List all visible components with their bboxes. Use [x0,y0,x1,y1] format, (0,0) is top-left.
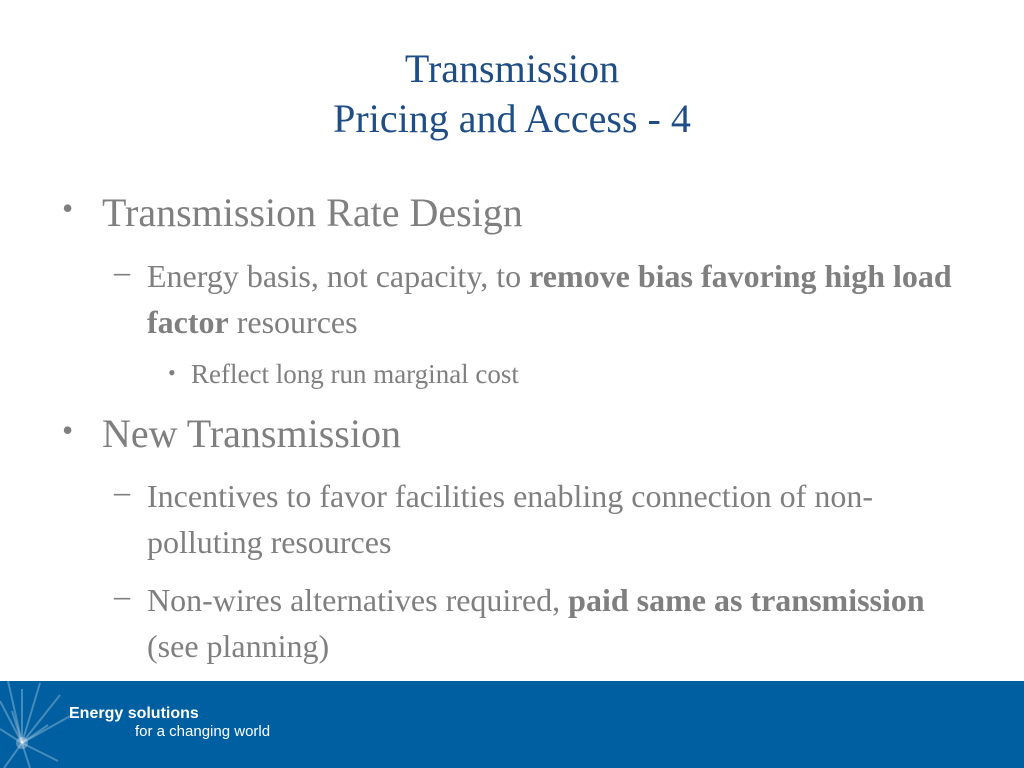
sub-bullet-energy-basis [147,253,957,345]
sub-bullet-text: Incentives to favor facilities enabling connection of non-polluting resources [147,478,873,560]
footer-band [0,681,1024,768]
sub-bullet-bold-text: remove bias favoring high load factor [147,258,952,340]
dash-marker: – [114,253,130,289]
starburst-logo-icon [0,681,130,768]
sub-bullet-text: Non-wires alternatives required, [147,582,569,618]
bullet-marker: • [62,412,74,448]
tagline-line-1: Energy solutions [69,705,199,722]
slide-title-line-1: Transmission [404,46,620,91]
bullet-marker: • [62,190,74,226]
sub-bullet-text: (see planning) [147,628,330,664]
dash-marker: – [114,577,130,613]
tagline-line-2: for a changing world [135,723,271,740]
bullet-new-transmission: New Transmission [102,411,401,456]
slide-title-line-2: Pricing and Access - 4 [333,96,691,141]
sub-sub-bullet-marginal-cost: Reflect long run marginal cost [191,359,519,389]
dash-marker: – [114,473,130,509]
bullet-rate-design: Transmission Rate Design [102,190,523,235]
bullet-marker: • [168,360,176,385]
sub-bullet-bold-text: paid same as transmission [568,582,925,618]
sub-bullet-incentives [147,473,957,565]
sub-bullet-text: resources [228,304,358,340]
sub-bullet-non-wires [147,577,957,669]
sub-bullet-text: Energy basis, not capacity, to [147,258,530,294]
